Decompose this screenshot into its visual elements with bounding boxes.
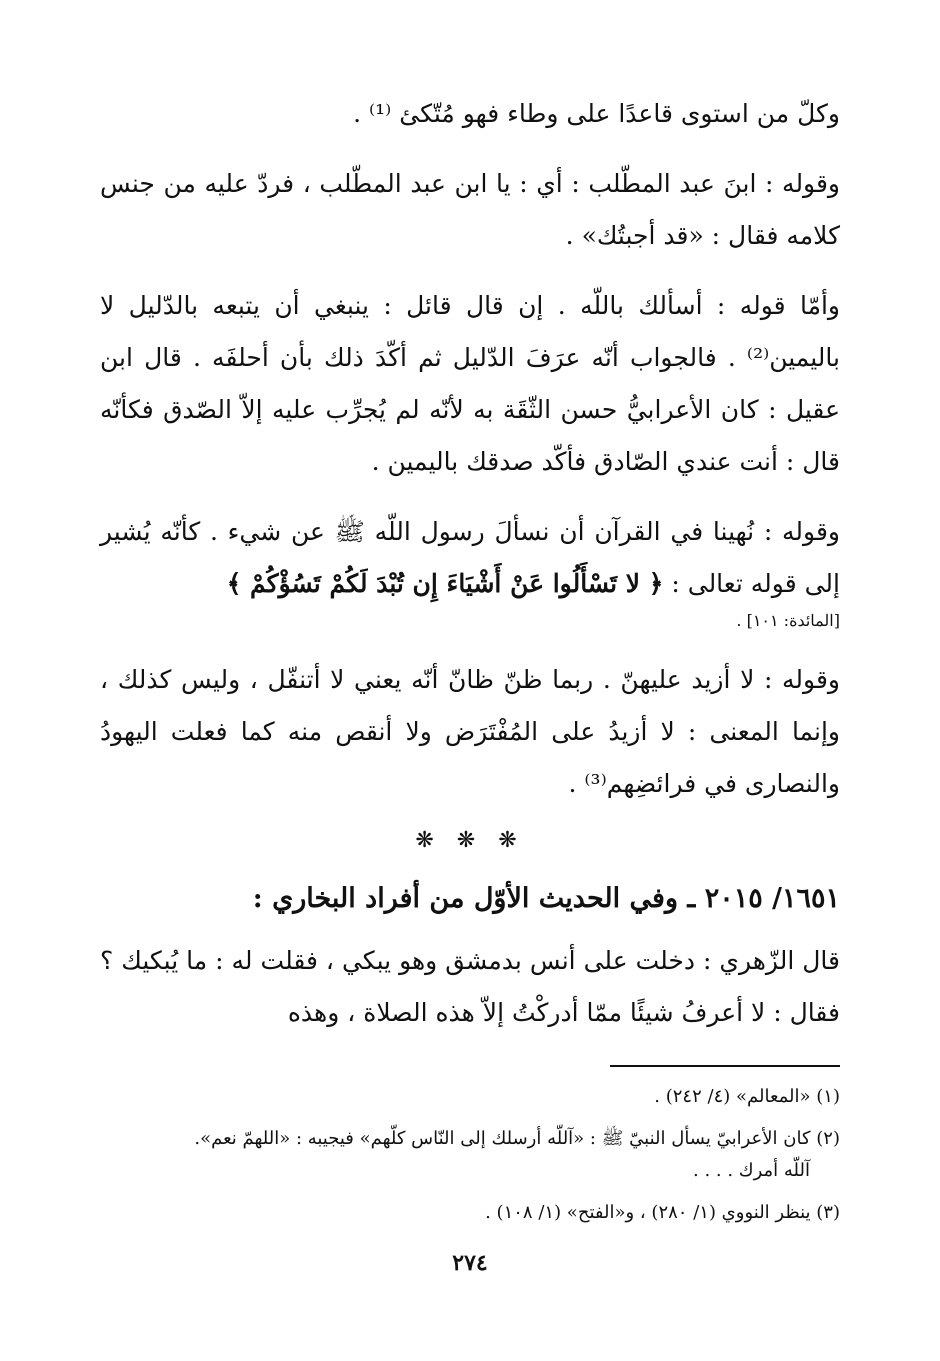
paragraph-4-text: وقوله : نُهينا في القرآن أن نسألَ رسول اللّه ﷺ عن شيء . كأنّه يُشير إلى قوله تعالى : xyxy=(100,517,840,598)
footnote-1: (١) «المعالم» (٤/ ٢٤٢) . xyxy=(654,1086,840,1107)
hadith-heading: ١٦٥١/ ٢٠١٥ ـ وفي الحديث الأوّل من أفراد البخاري : xyxy=(252,883,840,914)
footnote-2 xyxy=(100,1123,840,1187)
section-separator: ❋ ❋ ❋ xyxy=(415,828,525,853)
verse-reference: [المائدة: ١٠١] . xyxy=(736,611,840,630)
paragraph-2: وقوله : ابنَ عبد المطّلب : أي : يا ابن عبد المطّلب ، فردّ عليه من جنس كلامه فقال : «قد أجبتُك» . xyxy=(100,169,840,250)
quran-verse: ﴿ لا تَسْأَلُوا عَنْ أَشْيَاءَ إِن تُبْدَ لَكُمْ تَسُؤْكُمْ ﴾ xyxy=(226,569,664,598)
paragraph-6: قال الزّهري : دخلت على أنس بدمشق وهو يبكي ، فقلت له : ما يُبكيك ؟ فقال : لا أعرفُ شيئًا ممّا أدركْتُ إلاّ هذه الصلاة ، وهذه xyxy=(100,946,840,1027)
paragraph-4 xyxy=(100,506,840,636)
footnote-divider xyxy=(610,1065,840,1067)
footnote-2-text: (٢) كان الأعرابيّ يسأل النبيّ ﷺ : «آللّه أرسلك إلى النّاس كلّهم» فيجيبه : «اللهمّ نعم». xyxy=(194,1128,840,1149)
paragraph-1: وكلّ من استوى قاعدًا على وطاء فهو مُتّكئ ⁽¹⁾ . xyxy=(353,99,840,128)
page-content xyxy=(100,88,840,1328)
paragraph-3: وأمّا قوله : أسألك باللّه . إن قال قائل : ينبغي أن يتبعه بالدّليل لا باليمين⁽²⁾ . فالجواب أنّه عرَفَ الدّليل ثم أكّدَ ذلك بأن أحلفَه . قال ابن عقيل : كان الأعرابيُّ حسن الثّقَة به لأنّه لم يُجرِّب عليه إلاّ الصّدق فكأنّه قال : أنت عندي الصّادق فأكّد صدقك باليمين . xyxy=(100,291,840,476)
footnote-2-continuation: آللّه أمرك . . . . xyxy=(693,1160,810,1181)
page-number: ٢٧٤ xyxy=(452,1250,488,1276)
footnote-3: (٣) ينظر النووي (١/ ٢٨٠) ، و«الفتح» (١/ ١٠٨) . xyxy=(485,1202,840,1223)
paragraph-5: وقوله : لا أزيد عليهنّ . ربما ظنّ ظانّ أنّه يعني لا أتنفّل ، وليس كذلك ، وإنما المعنى : لا أزيدُ على المُفْتَرَض ولا أنقص منه كما فعلت اليهودُ والنصارى في فرائضِهم⁽³⁾ . xyxy=(100,665,840,798)
